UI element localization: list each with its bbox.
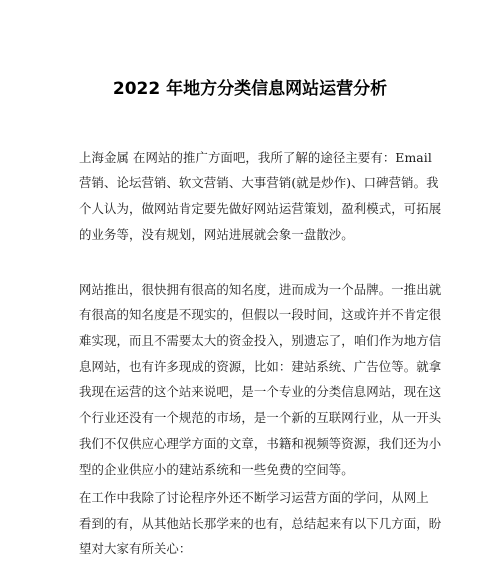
paragraph-2-line-8: 型的企业供应小的建站系统和一些免费的空间等。 bbox=[79, 462, 354, 477]
paragraph-1-line-2: 营销、论坛营销、软文营销、大事营销(就是炒作)、口碑营销。我 bbox=[79, 175, 439, 190]
paragraph-1-line-3: 个人认为，做网站肯定要先做好网站运营策划，盈利模式，可拓展 bbox=[79, 201, 442, 216]
paragraph-2-line-6: 个行业还没有一个规范的市场，是一个新的互联网行业，从一开头 bbox=[79, 410, 442, 425]
paragraph-1-line-1: 上海金属 在网站的推广方面吧，我所了解的途径主要有：Email bbox=[79, 150, 432, 165]
paragraph-2-line-4: 息网站，也有许多现成的资源，比如：建站系统、广告位等。就拿 bbox=[79, 359, 442, 374]
paragraph-1-line-4: 的业务等，没有规划，网站进展就会象一盘散沙。 bbox=[79, 227, 354, 242]
paragraph-3-line-3: 望对大家有所关心： bbox=[79, 541, 192, 556]
paragraph-2-line-3: 难实现，而且不需要太大的资金投入，别遗忘了，咱们作为地方信 bbox=[79, 333, 442, 348]
paragraph-2-line-1: 网站推出，很快拥有很高的知名度，进而成为一个品牌。一推出就 bbox=[79, 282, 442, 297]
paragraph-2-line-2: 有很高的知名度是不现实的，但假以一段时间，这或许并不肯定很 bbox=[79, 307, 442, 322]
document-title: 2022 年地方分类信息网站运营分析 bbox=[112, 79, 388, 99]
paragraph-3-line-1: 在工作中我除了讨论程序外还不断学习运营方面的学问，从网上 bbox=[79, 490, 429, 505]
paragraph-3-line-2: 看到的有，从其他站长那学来的也有，总结起来有以下几方面，盼 bbox=[79, 516, 442, 531]
paragraph-2-line-7: 我们不仅供应心理学方面的文章，书籍和视频等资源，我们还为小 bbox=[79, 436, 442, 451]
paragraph-2-line-5: 我现在运营的这个站来说吧，是一个专业的分类信息网站，现在这 bbox=[79, 384, 442, 399]
